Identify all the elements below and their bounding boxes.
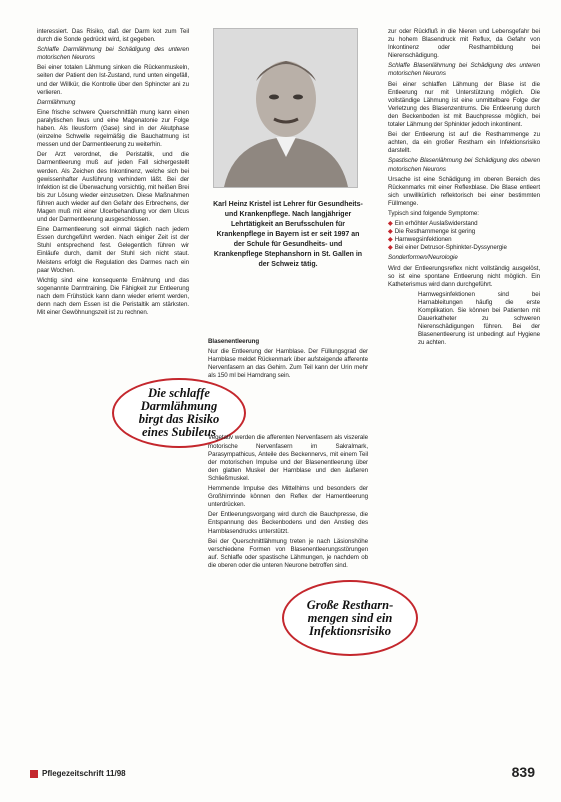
section-heading: Spastische Blasenlähmung bei Schädigung des oberen motorischen Neurons xyxy=(388,157,540,173)
list-item-text: Ein erhöhter Auslaßwiderstand xyxy=(394,220,478,228)
journal-name xyxy=(30,769,126,778)
paragraph: Typisch sind folgende Symptome: xyxy=(388,209,479,217)
paragraph: Hemmende Impulse des Mittelhirns und besonders der Großhirnrinde können den Reflex der Harnentleerung unterdrücken. xyxy=(208,485,368,509)
paragraph: Bei einer totalen Lähmung sinken die Rückenmuskeln, seiten der Patient den Ist-Zustand, rund unten eingefäll, und der Willkür, die Kontrolle über den Sphincter ani zu verlieren. xyxy=(37,64,189,96)
section-heading: Sonderformen/Neurologie xyxy=(388,254,458,262)
list-item-text: Bei einer Detrusor-Sphinkter-Dyssynergie xyxy=(394,244,507,252)
list-item xyxy=(388,244,540,252)
author-photo xyxy=(213,28,358,188)
section-heading: Darmlähmung xyxy=(37,98,76,106)
list-item xyxy=(388,228,540,236)
text-column-left xyxy=(37,28,189,319)
bullet-icon: ◆ xyxy=(388,236,393,244)
paragraph: Wichtig sind eine konsequente Ernährung und das sogenannte Darmtraining. Die Fähigkeit zur Entleerung nach dem Frühstück kann dann wieder erlernt werden, denn nach dem Essen ist die Peristaltik am stärksten. Mit einer Gewöhnungszeit ist zu rechnen. xyxy=(37,276,189,317)
bullet-icon: ◆ xyxy=(388,220,393,228)
pull-quote-2 xyxy=(282,580,418,656)
paragraph: Bei einer schlaffen Lähmung der Blase ist die Entleerung nur mit Unterstützung möglich. Die vollständige Lähmung ist eine unmittelbare Folge der Verletzung des Blasenzentrums. Die Entleerung durch den Beckenboden ist mit Bauchpresse möglich, bei totaler Lähmung der Sphinkter jedoch inkontinent. xyxy=(388,80,540,129)
pull-quote-text: Die schlaffe Darmlähmung birgt das Risiko eines Subileus xyxy=(138,386,220,439)
paragraph: interessiert. Das Risiko, daß der Darm kot zum Teil durch die Sonde gedrückt wird, ist gegeben. xyxy=(37,28,189,44)
list-item-text: Die Restharnmenge ist gering xyxy=(394,228,476,236)
photo-caption: Karl Heinz Kristel ist Lehrer für Gesundheits- und Krankenpflege. Nach langjähriger Lehrtätigkeit an Berufsschulen für Krankenpflege in Bayern ist er seit 1997 an der Schule für Gesundheits- und Krankenpflege Stephanshorn in St. Gallen in der Schweiz tätig. xyxy=(213,201,363,268)
paragraph: Der Arzt verordnet, die Peristaltik, und die Darmentleerung muß auf jeden Fall sichergestellt werden. Als Zeichen des Inkontinenz, welche sich bei gewissenhafter Ausführung verhindern läßt. Bei der Infektion ist die Überwachung vorsichtig, mit heißen Brei bis zur Lösung wieder einzusetzen. Diese Maßnahmen führen auch wieder auf den Gefahr des Erbrechens, der Magen muß mit einer Ulcerbehandlung vor dem Ulcus und der Darmentleerung ausgeschlossen. xyxy=(37,151,189,224)
pull-quote-text: Große Restharn- mengen sind ein Infektionsrisiko xyxy=(306,597,394,638)
paragraph: Eine frische schwere Querschnittläh mung kann einen paralytischen Ileus und eine Magenatonie zur Folge haben. Als Ileusform (Gase) sind in der Akutphase (einzelne Schwelle regelmäßig die Bauchatmung ist messen und der Darmentleerung zu weiterhin. xyxy=(37,108,189,149)
paragraph: Harnwegsinfektionen sind bei Harnableitungen häufig die erste Komplikation. Sie können bei Patienten mit Dauerkatheter zu schweren Nierenschädigungen führen. Bei der Blasenentleerung ist unbedingt auf Hygiene zu achten. xyxy=(418,290,540,347)
page-footer xyxy=(30,764,535,782)
section-heading: Schlaffe Darmlähmung bei Schädigung des unteren motorischen Neurons xyxy=(37,46,189,62)
paragraph: zur oder Rückfluß in die Nieren und Lebensgefahr bei zu hohem Blasendruck mit Reflux, da Gefahr von Inkontinenz oder Restharnbildung bei Nierenschädigung. xyxy=(388,28,540,60)
paragraph: Ursache ist eine Schädigung im oberen Bereich des Rückenmarks mit einer Reflexblase. Die Blase entleert sich unwillkürlich reflektorisch bei einer bestimmten Füllmenge. xyxy=(388,175,540,207)
list-item-text: Harnwegsinfektionen xyxy=(394,236,452,244)
paragraph: Bei der Querschnittlähmung treten je nach Läsionshöhe verschiedene Formen von Blasenentleerungsstörungen auf. Schlaffe oder spastische Lähmungen, je nachdem ob die oberen oder die unteren Neurone betroffen sind. xyxy=(208,537,368,569)
text-column-middle xyxy=(208,338,368,572)
bullet-icon: ◆ xyxy=(388,244,393,252)
page-number: 839 xyxy=(511,764,535,780)
paragraph: Bei der Entleerung ist auf die Restharnmenge zu achten, da ein großer Restharn ein Infektionsrisiko darstellt. xyxy=(388,131,540,155)
paragraph: Eine Darmentleerung soll einmal täglich nach jedem Essen durchgeführt werden. Nach einiger Zeit ist der Stuhl entsprechend fest. Gelegentlich führen wir Einläufe durch, damit der Stuhl sich nicht staut. Meistens erfolgt die Regulation des Darmes nach ein paar Wochen. xyxy=(37,226,189,274)
list-item xyxy=(388,220,540,228)
paragraph: Der Entleerungsvorgang wird durch die Bauchpresse, die Entspannung des Beckenbodens und den Anstieg des Harnblasendrucks unterstützt. xyxy=(208,511,368,535)
bullet-icon: ◆ xyxy=(388,228,393,236)
journal-label: Pflegezeitschrift 11/98 xyxy=(42,769,126,778)
logo-icon xyxy=(30,770,38,778)
paragraph: Vegetativ werden die afferenten Nervenfasern als viszerale motorische Nervenfasern im Sakralmark, Parasympathicus, Anteile des Beckennervs, mit einem Teil der motorischen Impulse und der Blasenentleerung über den glatten Muskel der Harnblase und den äußeren Schließmuskel. xyxy=(208,434,368,482)
paragraph: Nur die Entleerung der Harnblase. Der Füllungsgrad der Harnblase meldet Rückenmark über aufsteigende afferente Nervenfasern an das Gehirn. Zum Teil kann der Urin mehr als 150 ml bei Harndrang sein. xyxy=(208,348,368,380)
bullet-list xyxy=(388,220,540,252)
section-heading: Blasenentleerung xyxy=(208,338,260,345)
section-heading: Schlaffe Blasenlähmung bei Schädigung des unteren motorischen Neurons xyxy=(388,62,540,78)
list-item xyxy=(388,236,540,244)
text-column-right xyxy=(388,28,540,349)
paragraph: Wird der Entleerungsreflex nicht vollständig ausgelöst, so ist eine spontane Entleerung nicht möglich. Ein Katheterismus wird dann durchgeführt. xyxy=(388,264,540,288)
portrait-image xyxy=(214,29,357,187)
